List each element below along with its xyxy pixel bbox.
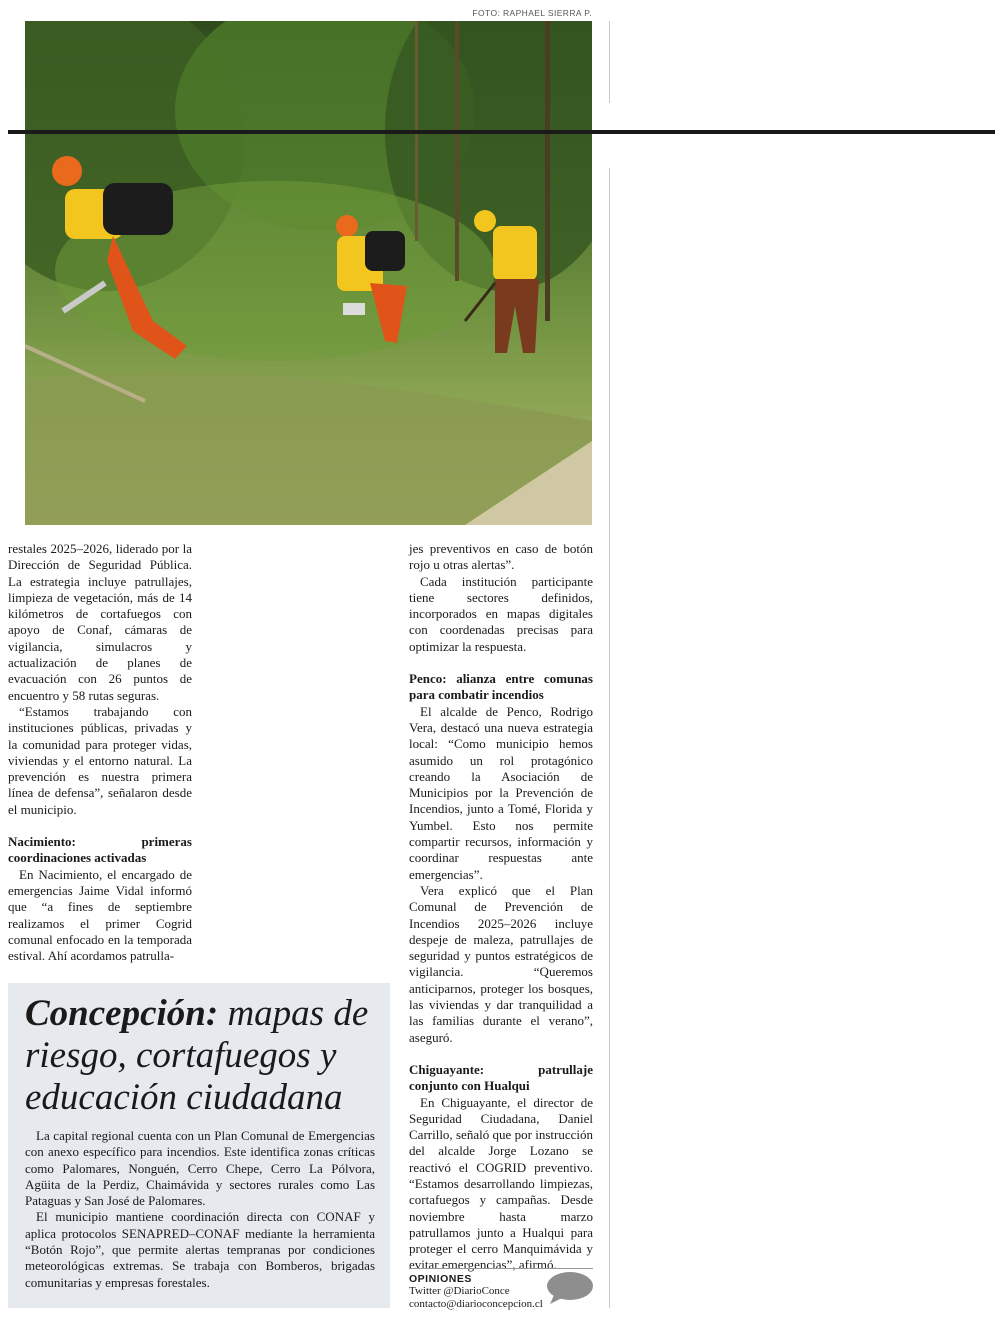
opinions-box bbox=[409, 1268, 593, 1311]
paragraph: La capital regional cuenta con un Plan Comunal de Emergencias con anexo específico para incendios. Este identifica zonas críticas como Palomares, Nonguén, Cerro Chepe, Cerro La Pólvora, Agüita de la Perdiz, Chaimávida y sectores rurales como Las Pataguas y San José de Palomares. bbox=[25, 1128, 375, 1209]
subheading-nacimiento: Nacimiento: primeras coordinaciones activadas bbox=[8, 834, 192, 866]
paragraph: Vera explicó que el Plan Comunal de Prevención de Incendios 2025–2026 incluye despeje de maleza, patrullajes de seguridad y puntos estratégicos de vigilancia. “Queremos anticiparnos, proteger los bosques, las viviendas y dar tranquilidad a las familias durante el verano”, aseguró. bbox=[409, 882, 593, 1045]
sidebar-title bbox=[25, 993, 385, 1119]
firefighters-photo bbox=[25, 21, 592, 525]
paragraph: El municipio mantiene coordinación directa con CONAF y aplica protocolos SENAPRED–CONAF mediante la herramienta “Botón Rojo”, que permite alertas tempranas por condiciones meteorológicas extremas. Se trabaja con Bomberos, brigadas comunitarias y empresas forestales. bbox=[25, 1209, 375, 1290]
sidebar-body bbox=[25, 1128, 375, 1291]
column-divider bbox=[609, 168, 610, 1308]
opinions-label: OPINIONES bbox=[409, 1273, 472, 1285]
paragraph: “Estamos trabajando con instituciones públicas, privadas y la comunidad para proteger vidas, viviendas y el entorno natural. La prevención es nuestra primera línea de defensa”, señalaron desde el municipio. bbox=[8, 703, 192, 817]
twitter-handle[interactable]: Twitter @DiarioConce bbox=[409, 1285, 510, 1297]
photo-credit: FOTO: RAPHAEL SIERRA P. bbox=[472, 8, 592, 18]
paragraph: Cada institución participante tiene sectores definidos, incorporados en mapas digitales con coordenadas precisas para optimizar la respuesta. bbox=[409, 573, 593, 654]
paragraph: En Nacimiento, el encargado de emergencias Jaime Vidal informó que “a fines de septiembre realizamos el primer Cogrid comunal enfocado en la temporada estival. Ahí acordamos patrulla- bbox=[8, 866, 192, 964]
sidebar-title-rest: mapas de riesgo, cortafuegos y educación ciudadana bbox=[25, 993, 369, 1118]
subheading-chiguayante: Chiguayante: patrullaje conjunto con Hualqui bbox=[409, 1061, 593, 1094]
paragraph: jes preventivos en caso de botón rojo u otras alertas”. bbox=[409, 541, 593, 573]
subheading-penco: Penco: alianza entre comunas para combatir incendios bbox=[409, 671, 593, 703]
column-divider-top bbox=[609, 21, 610, 103]
paragraph: El alcalde de Penco, Rodrigo Vera, destacó una nueva estrategia local: “Como municipio hemos asumido un rol protagónico creando la Asociación de Municipios por la Prevención de Incendios, junto a Tomé, Florida y Yumbel. Esto nos permite compartir recursos, información y coordinar respuestas ante emergencias”. bbox=[409, 703, 593, 882]
section-rule bbox=[8, 130, 995, 134]
contact-email[interactable]: contacto@diarioconcepcion.cl bbox=[409, 1298, 543, 1310]
photo-illustration bbox=[25, 21, 592, 525]
paragraph: En Chiguayante, el director de Seguridad Ciudadana, Daniel Carrillo, señaló que por instrucción del alcalde Jorge Lozano se reactivó el COGRID preventivo. “Estamos desarrollando limpiezas, cortafuegos y campañas. Desde noviembre hasta marzo patrullamos junto a Hualqui para proteger el cerro Manquimávida y evitar emergencias”, afirmó. bbox=[409, 1094, 593, 1273]
concepcion-sidebar bbox=[8, 983, 390, 1308]
sidebar-title-bold: Concepción: bbox=[25, 993, 219, 1034]
article-column-1 bbox=[8, 541, 192, 964]
speech-bubble-icon bbox=[546, 1271, 594, 1305]
article-column-3 bbox=[409, 541, 593, 1274]
paragraph: restales 2025–2026, liderado por la Dirección de Seguridad Pública. La estrategia incluye patrullajes, limpieza de vegetación, más de 14 kilómetros de cortafuegos con apoyo de Conaf, cámaras de vigilancia, simulacros y actualización de planes de evacuación con 26 puntos de encuentro y 58 rutas seguras. bbox=[8, 541, 192, 703]
